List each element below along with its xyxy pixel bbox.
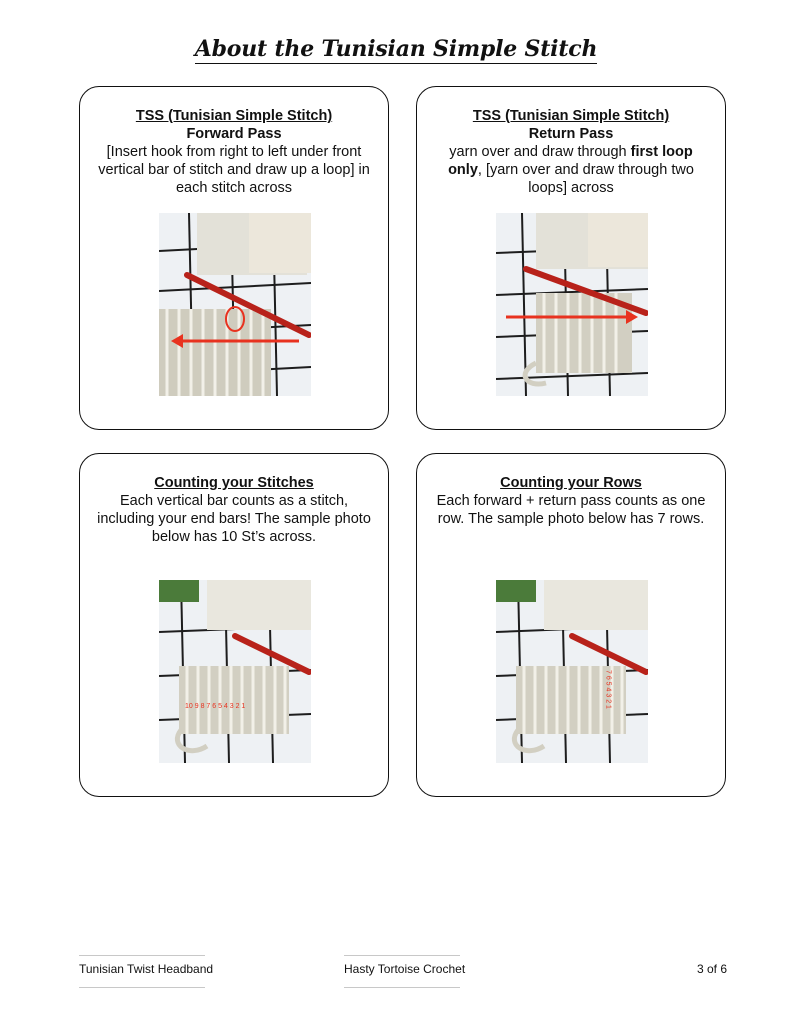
- card-body: Each forward + return pass counts as one row. The sample photo below has 7 rows.: [436, 493, 706, 527]
- footer-left: Tunisian Twist Headband: [79, 962, 214, 976]
- card-heading: Counting your Stitches: [154, 475, 314, 491]
- footer-center: Hasty Tortoise Crochet: [344, 962, 466, 976]
- footer-rule: [344, 955, 460, 956]
- card-body: yarn over and draw through first loop only, [yarn over and draw through two loops] across: [448, 144, 694, 196]
- row-count-numbers: 7 6 5 4 3 2 1: [604, 670, 612, 709]
- card-body: Each vertical bar counts as a stitch, including your end bars! The sample photo below has 10 St’s across.: [97, 493, 371, 545]
- stitch-count-numbers: 10 9 8 7 6 5 4 3 2 1: [185, 703, 246, 710]
- footer-rule: [79, 987, 205, 988]
- card-subheading: Forward Pass: [186, 126, 282, 142]
- rows-photo: [496, 580, 648, 763]
- card-forward-pass: [79, 86, 389, 430]
- card-return-pass: [416, 86, 726, 430]
- footer-rule: [344, 987, 460, 988]
- card-counting-rows: [416, 453, 726, 797]
- card-heading: TSS (Tunisian Simple Stitch): [472, 108, 670, 124]
- return-pass-photo: [496, 213, 648, 396]
- card-heading: Counting your Rows: [500, 475, 642, 491]
- card-body: [Insert hook from right to left under front vertical bar of stitch and draw up a loop] in each stitch across: [98, 144, 370, 196]
- footer-page-number: 3 of 6: [697, 962, 728, 976]
- page-title-text: About the Tunisian Simple Stitch: [194, 36, 598, 62]
- card-heading: TSS (Tunisian Simple Stitch): [135, 108, 333, 124]
- footer-rule: [79, 955, 205, 956]
- card-counting-stitches: [79, 453, 389, 797]
- page-title: [0, 36, 792, 62]
- stitches-photo: [159, 580, 311, 763]
- card-subheading: Return Pass: [528, 126, 614, 142]
- forward-pass-photo: [159, 213, 311, 396]
